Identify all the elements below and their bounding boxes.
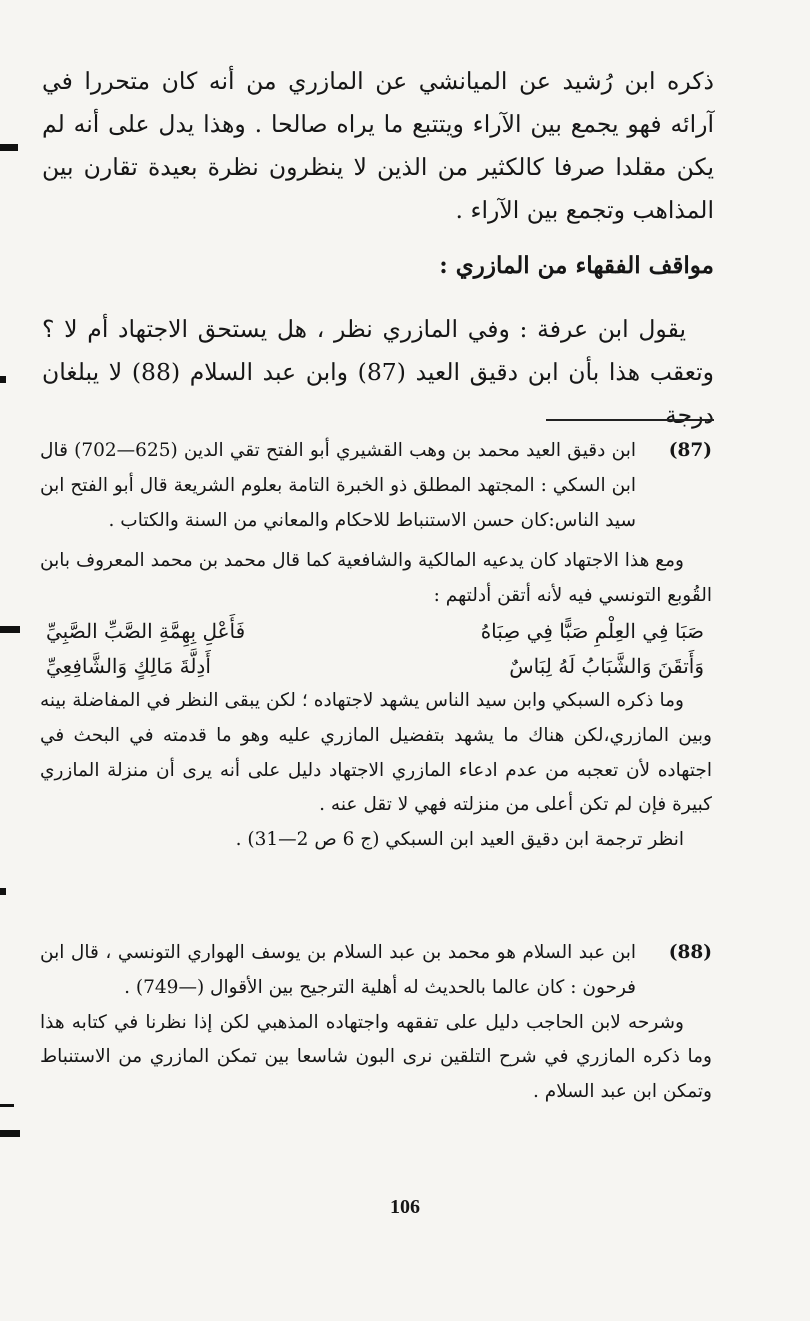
footnote-87-para-1: ابن دقيق العيد محمد بن وهب القشيري أبو الفتح تقي الدين (625—702) قال ابن السكي : المجتهد المطلق ذو الخبرة التامة بعلوم الشريعة قال أبو الفتح ابن سيد الناس:كان حسن الاستنباط للاحكام والمعاني من السنة والكتاب .: [40, 440, 636, 531]
footnote-88: [40, 936, 712, 1110]
binding-mark: [0, 144, 18, 151]
binding-mark: [0, 888, 6, 895]
binding-mark: [0, 376, 6, 383]
footnote-87-para-4: انظر ترجمة ابن دقيق العيد ابن السبكي (ج 6 ص 2—31) .: [235, 829, 684, 851]
footnote-88-para-2: وشرحه لابن الحاجب دليل على تفقهه واجتهاده المذهبي لكن إذا نظرنا في كتابه هذا وما ذكره المازري في شرح التلقين نرى البون شاسعا بين تمكن المازري من الاستنباط وتمكن ابن عبد السلام .: [40, 1011, 712, 1103]
footnote-87: [40, 434, 712, 858]
page-number: 106: [390, 1196, 420, 1218]
binding-mark: [0, 1104, 14, 1107]
footnote-separator: [546, 419, 714, 421]
body-paragraph-1: ذكره ابن رُشيد عن الميانشي عن المازري من أنه كان متحررا في آرائه فهو يجمع بين الآراء ويتتبع ما يراه صالحا . وهذا يدل على أنه لم يكن مقلدا صرفا كالكثير من الذين لا ينظرون نظرة بعيدة تقارن بين المذاهب وتجمع بين الآراء .: [42, 67, 714, 224]
poem-verse: [40, 649, 712, 684]
footnote-number: (87): [668, 440, 712, 461]
poem-hemistich-second: فَأَعْلِ بِهِمَّةِ الصَّبِّ الصَّبِيِّ: [46, 618, 246, 643]
poem: [40, 614, 712, 684]
binding-mark: [0, 1130, 20, 1137]
body-paragraph-2: يقول ابن عرفة : وفي المازري نظر ، هل يستحق الاجتهاد أم لا ؟ وتعقب هذا بأن ابن دقيق العيد (87) وابن عبد السلام (88) لا يبلغان درجة: [42, 315, 714, 429]
footnote-number: (88): [668, 942, 712, 963]
footnote-87-para-3: وما ذكره السبكي وابن سيد الناس يشهد لاجتهاده ؛ لكن يبقى النظر في المفاضلة بينه وبين المازري،لكن هناك ما يشهد بتفضيل المازري عليه وهو ما قدمته في البحث في اجتهاده لأن تعجبه من عدم ادعاء المازري الاجتهاد دليل على أنه يرى أن منزلة المازري كبيرة فإن لم تكن أعلى من منزلته فهي لا تقل عنه .: [40, 689, 712, 816]
footnote-87-para-2: ومع هذا الاجتهاد كان يدعيه المالكية والشافعية كما قال محمد بن محمد المعروف بابن القُوبع التونسي فيه لأنه أتقن أدلتهم :: [40, 550, 712, 607]
footnote-88-para-1: ابن عبد السلام هو محمد بن عبد السلام بن يوسف الهواري التونسي ، قال ابن فرحون : كان عالما بالحديث له أهلية الترجيح بين الأقوال (—749) .: [40, 942, 636, 998]
section-heading: مواقف الفقهاء من المازري :: [439, 252, 714, 279]
poem-hemistich-first: وَأَتقَنَ وَالشَّبَابُ لَهُ لِبَاسٌ: [509, 653, 704, 678]
poem-hemistich-first: صَبَا فِي العِلْمِ صَبًّا فِي صِبَاهُ: [480, 618, 704, 643]
binding-mark: [0, 626, 20, 633]
poem-hemistich-second: أَدِلَّةَ مَالِكٍ وَالشَّافِعِيِّ: [46, 653, 211, 678]
poem-verse: [40, 614, 712, 649]
